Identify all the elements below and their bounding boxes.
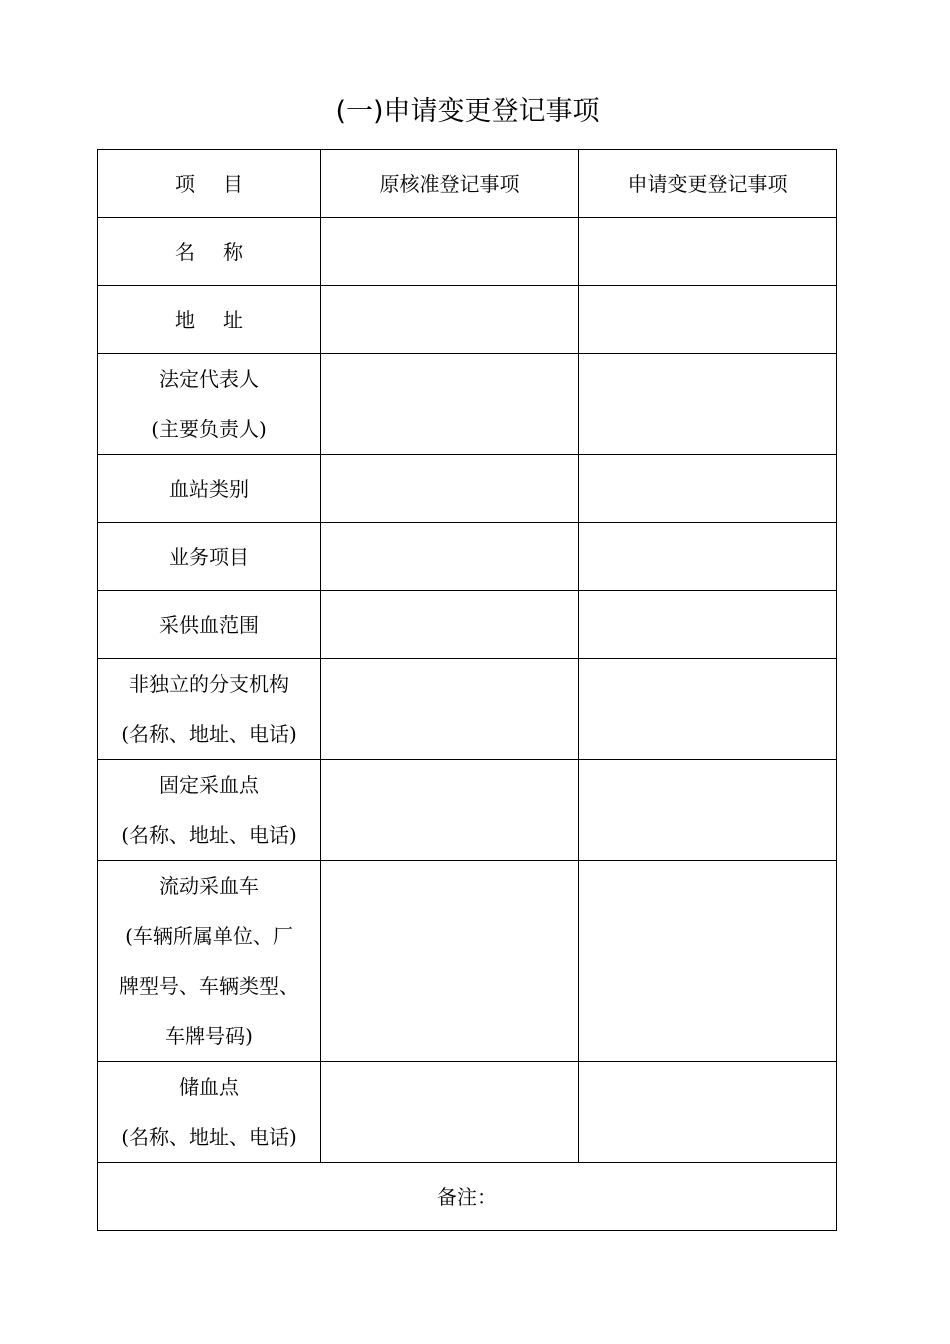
- header-requested: 申请变更登记事项: [579, 150, 837, 218]
- original-value-cell[interactable]: [321, 523, 579, 591]
- row-label-fixed-collection-point: 固定采血点 (名称、地址、电话): [98, 760, 321, 861]
- original-value-cell[interactable]: [321, 861, 579, 1062]
- row-label-name: 名 称: [98, 218, 321, 286]
- requested-value-cell[interactable]: [579, 286, 837, 354]
- remark-row: [98, 1163, 837, 1231]
- table-row: [98, 523, 837, 591]
- table-row: [98, 455, 837, 523]
- row-label-branch-institutions: 非独立的分支机构 (名称、地址、电话): [98, 659, 321, 760]
- requested-value-cell[interactable]: [579, 591, 837, 659]
- row-label-business-items: 业务项目: [98, 523, 321, 591]
- original-value-cell[interactable]: [321, 354, 579, 455]
- table-header-row: [98, 150, 837, 218]
- remark-cell[interactable]: [98, 1163, 837, 1231]
- original-value-cell[interactable]: [321, 286, 579, 354]
- requested-value-cell[interactable]: [579, 354, 837, 455]
- requested-value-cell[interactable]: [579, 1062, 837, 1163]
- requested-value-cell[interactable]: [579, 659, 837, 760]
- original-value-cell[interactable]: [321, 760, 579, 861]
- row-label-blood-storage-point: 储血点 (名称、地址、电话): [98, 1062, 321, 1163]
- remark-label: 备注：: [437, 1184, 497, 1209]
- table-row: [98, 1062, 837, 1163]
- requested-value-cell[interactable]: [579, 218, 837, 286]
- header-original: 原核准登记事项: [321, 150, 579, 218]
- header-item-char-2: 目: [223, 171, 243, 196]
- requested-value-cell[interactable]: [579, 861, 837, 1062]
- row-label-supply-scope: 采供血范围: [98, 591, 321, 659]
- table-row: [98, 218, 837, 286]
- row-label-blood-station-category: 血站类别: [98, 455, 321, 523]
- requested-value-cell[interactable]: [579, 760, 837, 861]
- original-value-cell[interactable]: [321, 455, 579, 523]
- original-value-cell[interactable]: [321, 591, 579, 659]
- page-title: (一)申请变更登记事项: [335, 96, 600, 127]
- header-item: [98, 150, 321, 218]
- requested-value-cell[interactable]: [579, 523, 837, 591]
- row-label-legal-representative: 法定代表人 (主要负责人): [98, 354, 321, 455]
- table-row: [98, 354, 837, 455]
- row-label-address: 地 址: [98, 286, 321, 354]
- original-value-cell[interactable]: [321, 659, 579, 760]
- requested-value-cell[interactable]: [579, 455, 837, 523]
- original-value-cell[interactable]: [321, 1062, 579, 1163]
- registration-change-table: [97, 149, 837, 1231]
- row-label-mobile-collection-vehicle: 流动采血车 (车辆所属单位、厂 牌型号、车辆类型、 车牌号码): [98, 861, 321, 1062]
- table-row: [98, 760, 837, 861]
- table-row: [98, 286, 837, 354]
- original-value-cell[interactable]: [321, 218, 579, 286]
- table-row: [98, 861, 837, 1062]
- header-item-char-1: 项: [175, 171, 195, 196]
- table-row: [98, 591, 837, 659]
- table-row: [98, 659, 837, 760]
